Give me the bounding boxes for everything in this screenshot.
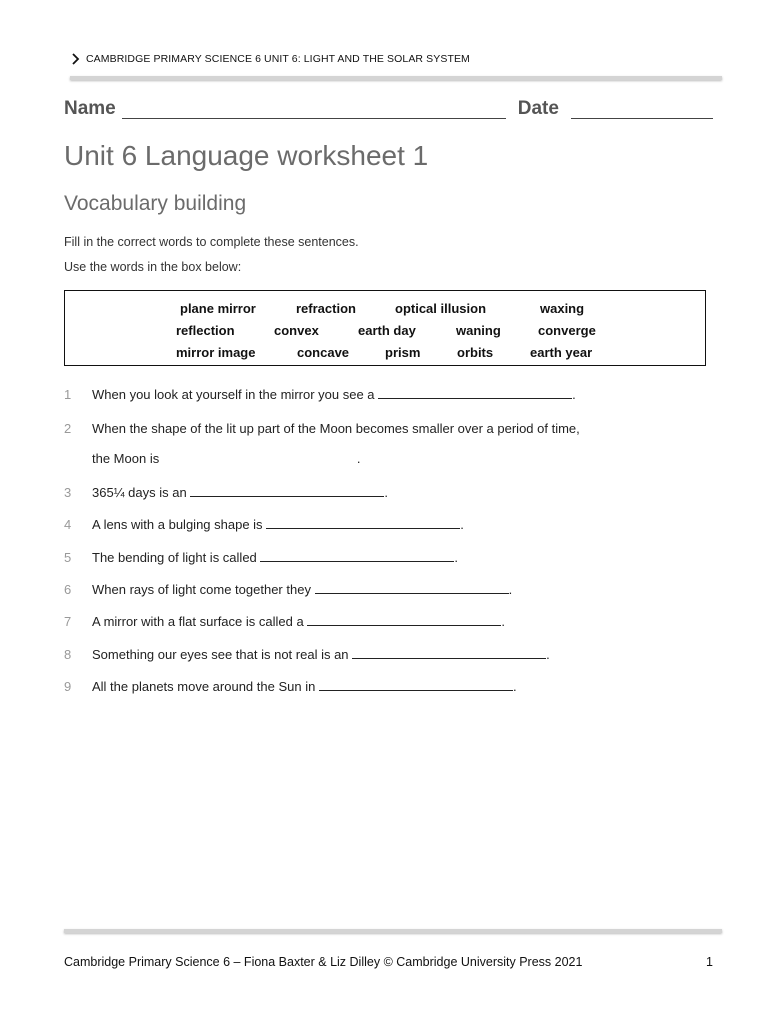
date-blank[interactable] — [571, 98, 713, 119]
name-blank[interactable] — [122, 98, 506, 119]
word-bank-item: earth year — [530, 345, 593, 360]
header-text: CAMBRIDGE PRIMARY SCIENCE 6 UNIT 6: LIGHT AND THE SOLAR SYSTEM — [86, 53, 470, 65]
question-text: Something our eyes see that is not real is an — [92, 647, 349, 662]
word-bank-item: earth day — [358, 323, 416, 338]
name-label: Name — [64, 98, 116, 119]
section-heading: Vocabulary building — [64, 192, 247, 215]
question-number: 3 — [64, 485, 72, 500]
instruction-line: Fill in the correct words to complete these sentences. — [64, 235, 359, 249]
answer-blank[interactable] — [260, 549, 454, 562]
date-label: Date — [517, 98, 559, 119]
question-1 — [64, 386, 576, 402]
word-bank-item: optical illusion — [395, 301, 487, 316]
question-text: The bending of light is called — [92, 550, 257, 565]
question-3 — [64, 484, 388, 500]
question-end: . — [454, 550, 459, 565]
question-text: When rays of light come together they — [92, 582, 311, 597]
running-header — [70, 52, 722, 66]
word-bank-item: mirror image — [176, 345, 256, 360]
question-number: 4 — [64, 517, 72, 532]
question-text: A lens with a bulging shape is — [92, 517, 263, 532]
word-bank-item: concave — [297, 345, 350, 360]
question-number: 5 — [64, 550, 72, 565]
answer-blank[interactable] — [378, 386, 572, 399]
question-end: . — [572, 387, 576, 402]
word-bank-item: refraction — [296, 301, 356, 316]
name-date-line — [64, 98, 714, 120]
question-6 — [64, 581, 512, 597]
question-4 — [64, 516, 464, 532]
word-bank-item: waning — [456, 323, 501, 338]
header-divider — [70, 76, 722, 80]
word-bank-item: converge — [538, 323, 596, 338]
instruction-line: Use the words in the box below: — [64, 260, 242, 274]
question-end: . — [508, 582, 513, 597]
word-bank-item: convex — [274, 323, 319, 338]
question-text: 365¼ days is an — [92, 485, 187, 500]
word-bank-box — [64, 290, 706, 366]
question-number: 7 — [64, 614, 72, 629]
word-bank-item: plane mirror — [180, 301, 256, 316]
answer-blank[interactable] — [307, 613, 501, 626]
question-number: 2 — [64, 421, 72, 436]
answer-blank[interactable] — [319, 678, 513, 691]
question-end: . — [546, 647, 550, 662]
question-2-continued — [92, 451, 360, 466]
question-number: 9 — [64, 679, 72, 694]
question-text: When you look at yourself in the mirror you see a — [92, 387, 375, 402]
question-9 — [64, 678, 517, 694]
word-bank-item: reflection — [176, 323, 235, 338]
word-bank-item: orbits — [457, 345, 494, 360]
question-7 — [64, 613, 505, 629]
question-end: . — [384, 485, 388, 500]
word-bank-item: waxing — [540, 301, 585, 316]
question-end: . — [460, 517, 464, 532]
footer-divider — [64, 929, 722, 933]
question-number: 1 — [64, 387, 72, 402]
question-end: . — [356, 451, 361, 466]
answer-blank[interactable] — [352, 646, 546, 659]
question-text: the Moon is — [92, 451, 160, 466]
chevron-right-icon — [70, 52, 82, 66]
question-text: When the shape of the lit up part of the Moon becomes smaller over a period of time, — [92, 421, 580, 436]
question-end: . — [501, 614, 505, 629]
question-text: A mirror with a flat surface is called a — [92, 614, 304, 629]
question-number: 8 — [64, 647, 72, 662]
question-5 — [64, 549, 458, 565]
word-bank-item: prism — [385, 345, 421, 360]
page-title: Unit 6 Language worksheet 1 — [64, 140, 429, 171]
page-number: 1 — [706, 955, 713, 969]
answer-blank[interactable] — [266, 516, 460, 529]
question-2 — [64, 421, 580, 436]
question-end: . — [512, 679, 517, 694]
footer-credit: Cambridge Primary Science 6 – Fiona Baxter & Liz Dilley © Cambridge University Press 2021 — [64, 955, 583, 969]
question-8 — [64, 646, 550, 662]
question-text: All the planets move around the Sun in — [92, 679, 316, 694]
answer-blank[interactable] — [315, 581, 509, 594]
answer-blank[interactable] — [190, 484, 384, 497]
question-number: 6 — [64, 582, 72, 597]
